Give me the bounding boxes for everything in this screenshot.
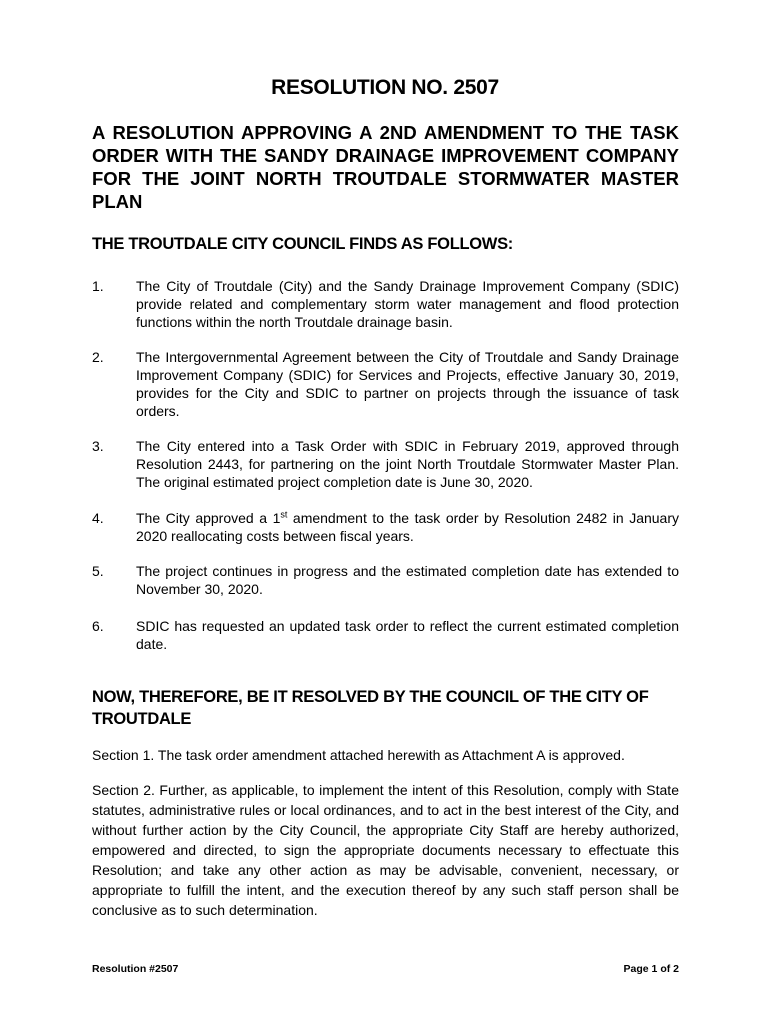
- finding-item-1: [92, 277, 679, 331]
- finding-text-part: amendment to the task order by Resolution 2482 in January 2020 reallocating costs between fiscal years.: [136, 510, 680, 544]
- finding-text-part: The City approved a 1: [136, 510, 281, 526]
- footer-resolution-label: Resolution #2507: [92, 963, 179, 975]
- section-1: Section 1. The task order amendment attached herewith as Attachment A is approved.: [92, 747, 625, 763]
- finding-text: SDIC has requested an updated task order to reflect the current estimated completion date.: [136, 618, 679, 652]
- finding-item-3: [92, 437, 679, 491]
- findings-heading: THE TROUTDALE CITY COUNCIL FINDS AS FOLLOWS:: [92, 235, 513, 253]
- section-2: Section 2. Further, as applicable, to implement the intent of this Resolution, comply with State statutes, administrative rules or local ordinances, and to act in the best interest of the City, and without further action by the City Council, the appropriate City Staff are hereby authorized, empowered and directed, to sign the appropriate documents necessary to effectuate this Resolution; and take any other action as may be advisable, convenient, necessary, or appropriate to fulfill the intent, and the execution thereof by any such staff person shall be conclusive as to such determination.: [92, 782, 679, 918]
- finding-number: 4.: [92, 510, 104, 526]
- finding-number: 1.: [92, 278, 104, 294]
- finding-text: The project continues in progress and the estimated completion date has extended to November 30, 2020.: [136, 563, 679, 597]
- footer-page-number: Page 1 of 2: [623, 963, 679, 975]
- finding-item-2: [92, 348, 679, 420]
- finding-item-5: [92, 562, 679, 598]
- finding-number: 3.: [92, 438, 104, 454]
- finding-number: 5.: [92, 563, 104, 579]
- ordinal-superscript: st: [280, 509, 288, 520]
- finding-item-6: [92, 617, 679, 653]
- finding-number: 6.: [92, 618, 104, 634]
- finding-text: The Intergovernmental Agreement between the City of Troutdale and Sandy Drainage Improvement Company (SDIC) for Services and Projects, effective January 30, 2019, provides for the City and SDIC to partner on projects through the issuance of task orders.: [136, 349, 679, 419]
- finding-item-4: [92, 509, 679, 545]
- finding-text: [136, 509, 679, 545]
- resolution-title: A RESOLUTION APPROVING A 2ND AMENDMENT TO THE TASK ORDER WITH THE SANDY DRAINAGE IMPROVEMENT COMPANY FOR THE JOINT NORTH TROUTDALE STORMWATER MASTER PLAN: [92, 122, 679, 212]
- resolved-heading: NOW, THEREFORE, BE IT RESOLVED BY THE COUNCIL OF THE CITY OF TROUTDALE: [92, 688, 649, 728]
- finding-text: The City entered into a Task Order with SDIC in February 2019, approved through Resolution 2443, for partnering on the joint North Troutdale Stormwater Master Plan. The original estimated project completion date is June 30, 2020.: [136, 438, 679, 490]
- resolution-number: RESOLUTION NO. 2507: [271, 76, 499, 99]
- finding-text: The City of Troutdale (City) and the Sandy Drainage Improvement Company (SDIC) provide related and complementary storm water management and flood protection functions within the north Troutdale drainage basin.: [136, 278, 679, 330]
- finding-number: 2.: [92, 349, 104, 365]
